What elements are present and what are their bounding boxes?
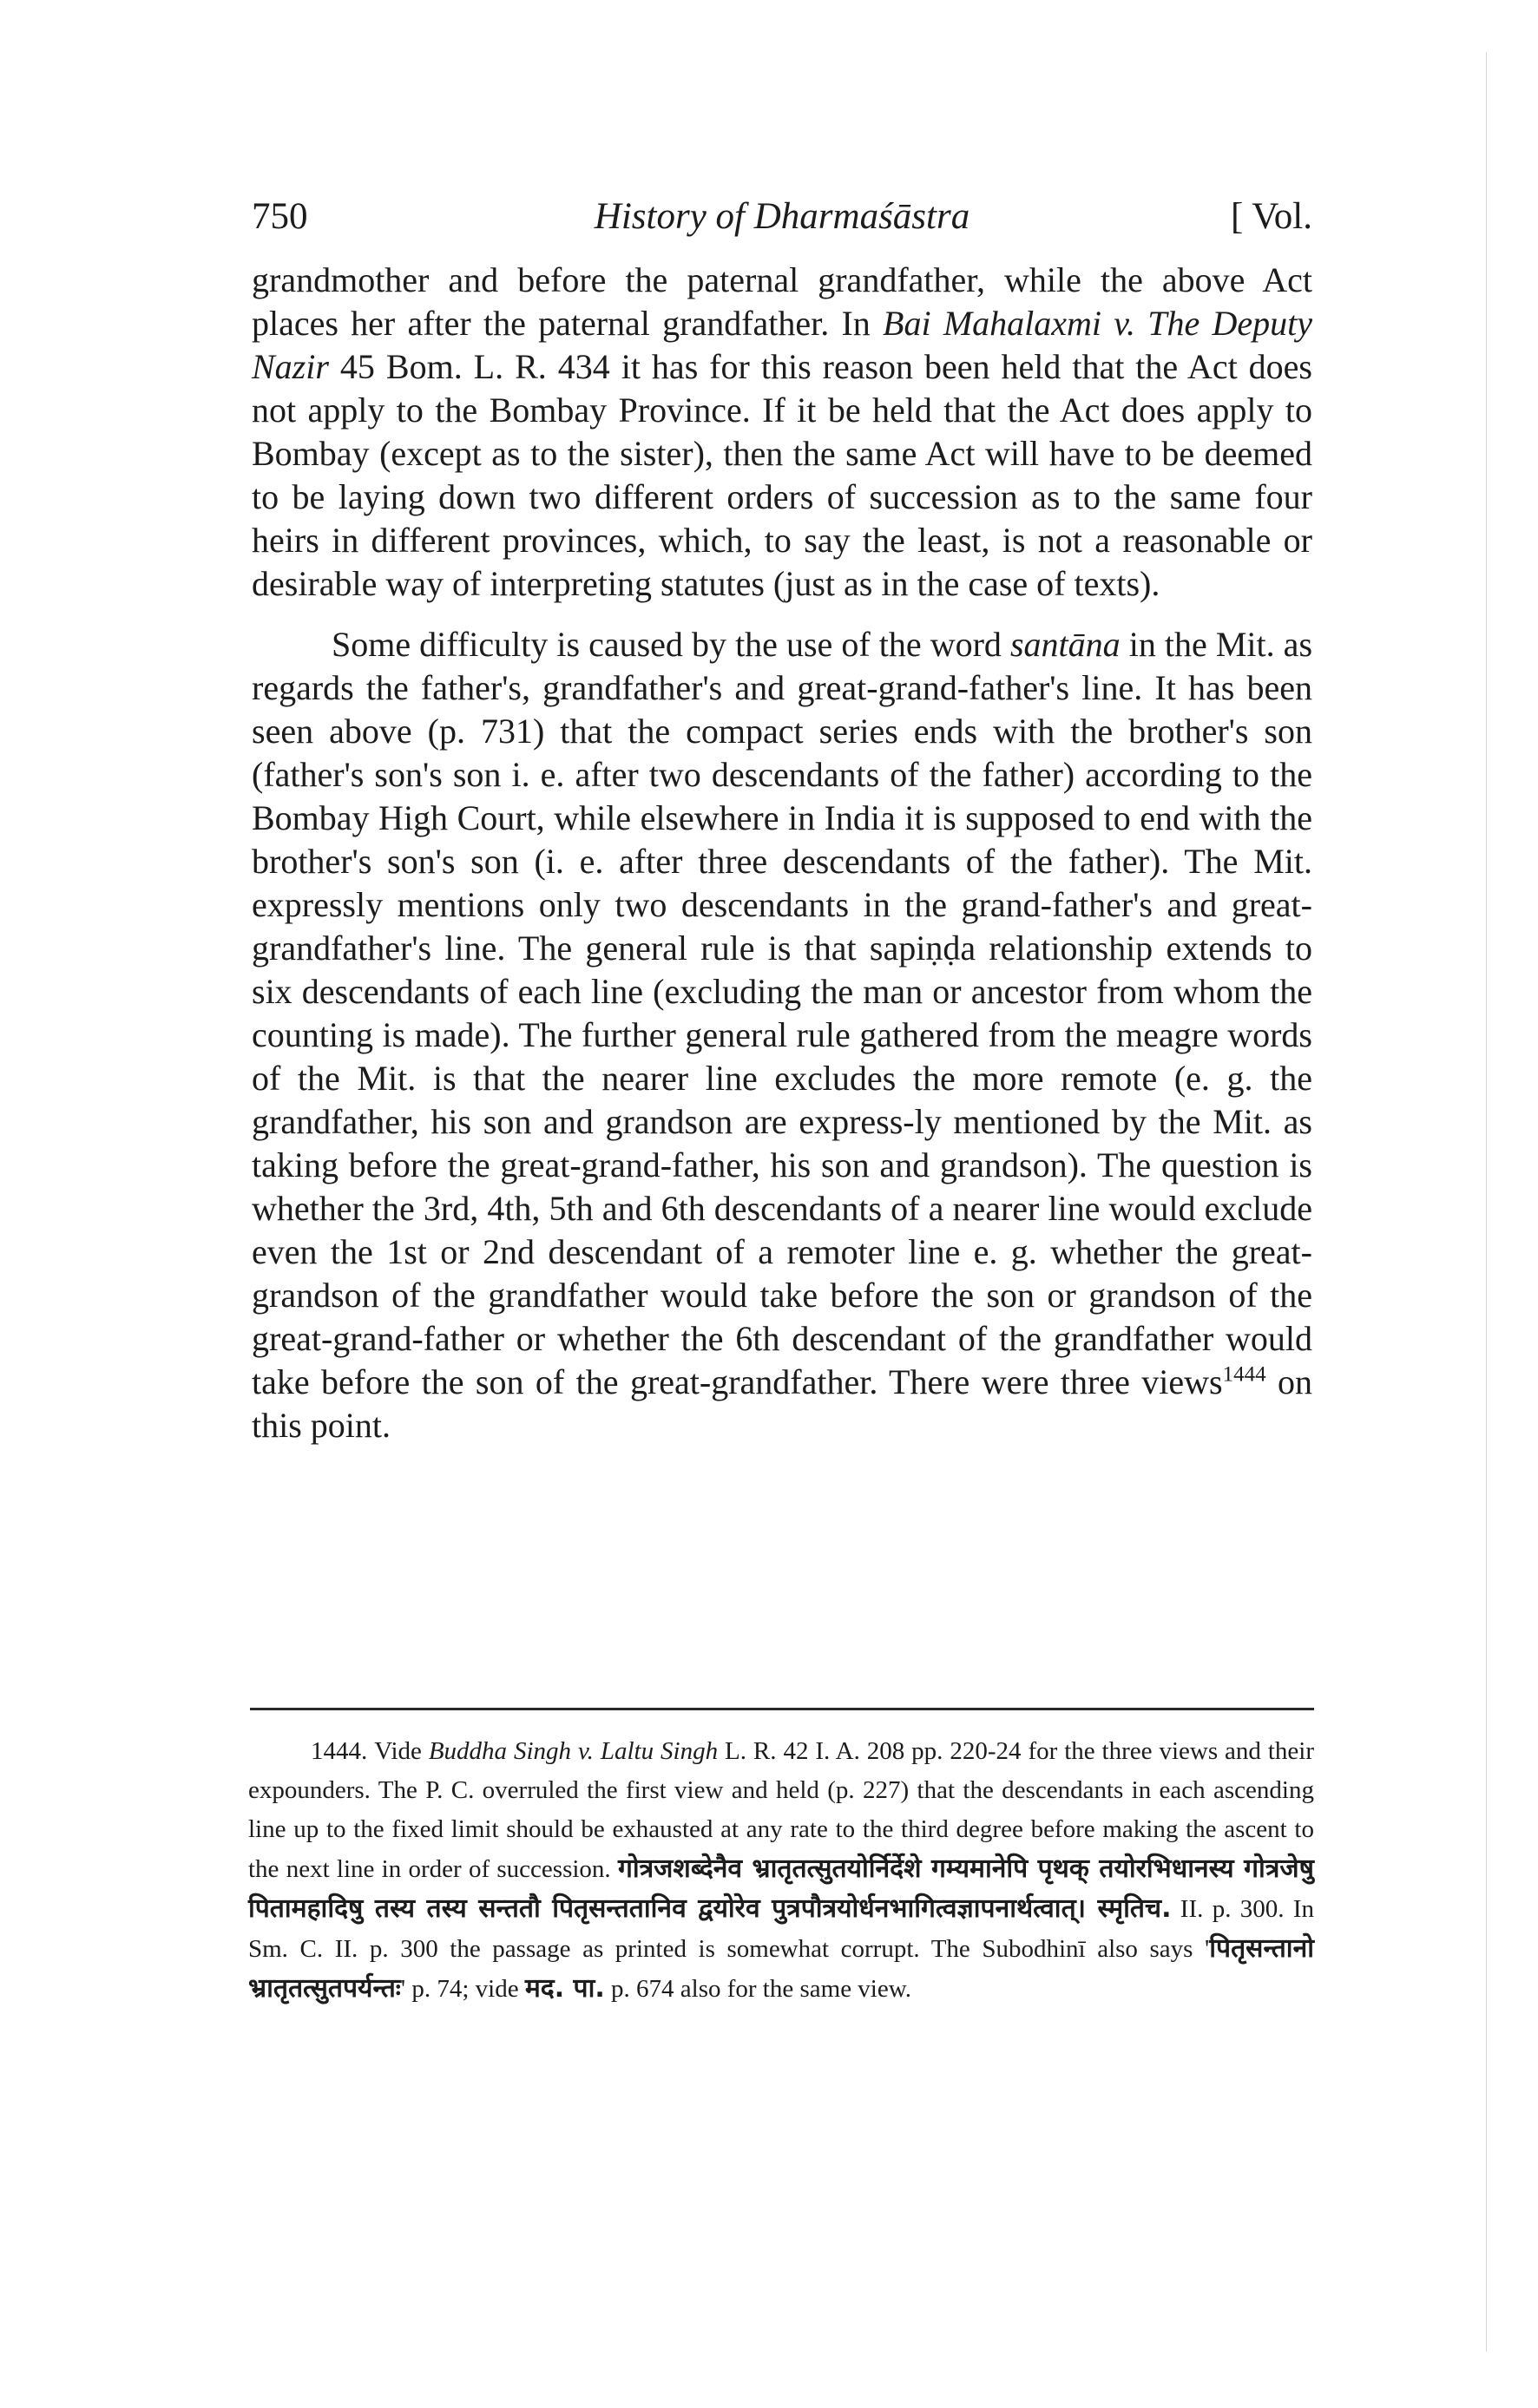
footnote-text-d: ' p. 74; vide — [400, 1975, 525, 2003]
paragraph-2-text-c: on this point. — [252, 1362, 1313, 1445]
body-text — [252, 259, 1312, 1447]
footnote-divider — [250, 1708, 1314, 1710]
footnote-text-c: II. p. 300. In Sm. C. II. p. 300 the passage as printed is somewhat corrupt. The Subodhinī also says ' — [248, 1895, 1314, 1963]
footnote-1444 — [248, 1732, 1314, 2009]
footnote-text-b: L. R. 42 I. A. 208 pp. 220-24 for the three views and their expounders. The P. C. overruled the first view and held (p. 227) that the descendants in each ascending line up to the fixed limit should be exhausted at any rate to the third degree before making the ascent to the next line in order of succession. — [248, 1737, 1314, 1883]
case-name: Bai Mahalaxmi v. The Deputy Nazir — [252, 304, 1313, 386]
running-title: History of Dharmaśāstra — [594, 196, 970, 237]
volume-marker: [ Vol. — [1231, 196, 1312, 237]
page-number: 750 — [252, 196, 308, 237]
footnote-text-a: Vide — [374, 1737, 429, 1765]
paragraph-2-text-b: in the Mit. as regards the father's, grandfather's and great-grand-father's line. It has been seen above (p. 731) that the compact series ends with the brother's son (father's son's son i. e. after two descendants of the father) according to the Bombay High Court, while elsewhere in India it is supposed to end with the brother's son's son (i. e. after three descendants of the father). The Mit. expressly mentions only two descendants in the grand-father's and great-grandfather's line. The general rule is that sapiṇḍa relationship extends to six descendants of each line (excluding the man or ancestor from whom the counting is made). The further general rule gathered from the meagre words of the Mit. is that the nearer line excludes the more remote (e. g. the grandfather, his son and grandson are express-ly mentioned by the Mit. as taking before the great-grand-father, his son and grandson). The question is whether the 3rd, 4th, 5th and 6th descendants of a nearer line would exclude even the 1st or 2nd descendant of a remoter line e. g. whether the great-grandson of the grandfather would take before the son or grandson of the great-grand-father or whether the 6th descendant of the grandfather would take before the son of the great-grandfather. There were three views — [252, 625, 1313, 1401]
footnote-reference[interactable]: 1444 — [1222, 1362, 1266, 1387]
term-santana: santāna — [1009, 625, 1121, 664]
paragraph-1-text-b: 45 Bom. L. R. 434 it has for this reason been held that the Act does not apply to the Bombay Province. If it be held that the Act does apply to Bombay (except as to the sister), then the same Act will have to be deemed to be laying down two different orders of succession as to the same four heirs in different provinces, which, to say the least, is not a reasonable or desirable way of interpreting statutes (just as in the case of texts). — [252, 347, 1312, 603]
paragraph-2-text-a: Some difficulty is caused by the use of the word — [332, 625, 1010, 664]
sanskrit-quote-1: गोत्रजशब्देनैव भ्रातृतत्सुतयोर्निर्देशे गम्यमानेपि पृथक् तयोरभिधानस्य गोत्रजेषु पितामहादिषु तस्य तस्य सन्ततौ पितृसन्ततानिव द्वयोरेव पुत्रपौत्रयोर्धनभागित्वज्ञापनार्थत्वात्। स्मृतिच. — [248, 1854, 1314, 1924]
sanskrit-quote-3: मद. पा. — [524, 1973, 605, 2004]
sanskrit-quote-2: पितृसन्तानो भ्रातृतत्सुतपर्यन्तः — [248, 1933, 1314, 2004]
footnote-case-name: Buddha Singh v. Laltu Singh — [428, 1737, 719, 1765]
page-header — [252, 191, 1312, 243]
footnote-text-e: p. 674 also for the same view. — [604, 1975, 912, 2003]
footnote-number: 1444. — [311, 1737, 368, 1765]
paragraph-2 — [252, 623, 1312, 1447]
scan-edge-line — [1486, 52, 1487, 2352]
paragraph-1-text-a: grandmother and before the paternal grandfather, while the above Act places her after the paternal grandfather. In — [252, 260, 1312, 343]
paragraph-1 — [252, 259, 1312, 606]
